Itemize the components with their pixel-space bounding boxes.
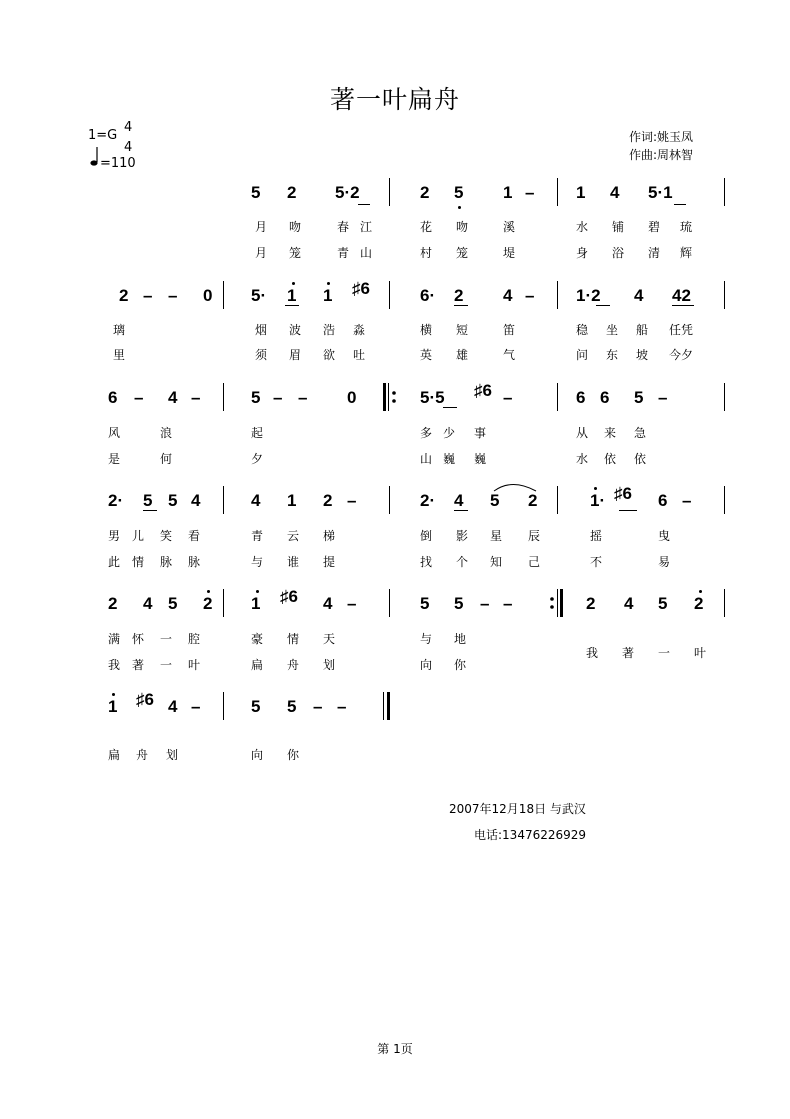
lyric: 依 [634,452,647,466]
lyric: 水 [576,452,589,466]
note: 2· [420,491,436,510]
note: 2 [119,286,129,305]
note: 5·5 [420,388,445,407]
note-dash: – [134,388,144,407]
lyric: 月 [255,246,268,260]
lyric: 来 [604,426,617,440]
note: 5·2 [335,183,360,202]
note: 6· [420,286,436,305]
lyric: 脉 [188,555,201,569]
note: 1 [503,183,513,202]
note: 4 [143,594,153,613]
note-sharp: ♯6 [136,690,154,709]
note: 5 [634,388,644,407]
lyric: 划 [166,748,179,762]
lyric: 稳 [576,323,589,337]
lyric: 江 [360,220,373,234]
lyric: 是 [108,452,121,466]
lyric: 波 [289,323,302,337]
lyric: 英 [420,348,433,362]
lyric: 男 [108,529,121,543]
lyric: 倒 [420,529,433,543]
lyric: 村 [420,246,433,260]
lyric: 我 [586,646,599,660]
lyric: 横 [420,323,433,337]
octave-dot-high [207,590,210,593]
lyric: 依 [604,452,617,466]
barline [223,589,224,617]
lyric: 一 [658,646,671,660]
note: 4 [251,491,261,510]
note-dash: – [337,697,347,716]
lyric: 提 [323,555,336,569]
lyric: 与 [251,555,264,569]
lyric: 个 [456,555,469,569]
lyric: 与 [420,632,433,646]
lyric: 坡 [636,348,649,362]
lyric: 吻 [456,220,469,234]
lyric: 叶 [694,646,707,660]
note-dash: – [313,697,323,716]
lyric: 风 [108,426,121,440]
note: 1 [323,286,333,305]
octave-dot-high [699,590,702,593]
lyric: 看 [188,529,201,543]
note: 5 [454,183,464,202]
note-dash: – [503,388,513,407]
note: 4 [634,286,644,305]
lyric: 划 [323,658,336,672]
lyric: 笑 [160,529,173,543]
lyric: 水 [576,220,589,234]
composer-credit: 作曲:周林智 [629,148,694,162]
lyric: 琉 [680,220,693,234]
lyric: 任凭 [669,323,694,337]
note: 4 [323,594,333,613]
note: 2 [108,594,118,613]
note: 1 [108,697,118,716]
lyric: 你 [287,748,300,762]
lyric: 气 [503,348,516,362]
lyric: 豪 [251,632,264,646]
lyric: 坐 [606,323,619,337]
note: 5 [490,491,500,510]
lyric: 脉 [160,555,173,569]
note: 0 [347,388,357,407]
note: 5·1 [648,183,673,202]
note-dash: – [347,491,357,510]
note: 4 [624,594,634,613]
lyricist-credit: 作词:姚玉凤 [629,130,694,144]
tempo-marking: =110 [100,156,136,171]
lyric: 我 [108,658,121,672]
octave-dot-high [256,590,259,593]
lyric: 儿 [132,529,145,543]
lyric: 溪 [503,220,516,234]
lyric: 今夕 [669,348,694,362]
lyric: 梯 [323,529,336,543]
note: 2 [420,183,430,202]
note: 2 [454,286,464,305]
page-title: 著一叶扁舟 [329,85,460,114]
note: 2 [203,594,213,613]
note-dash: – [525,183,535,202]
lyric: 易 [658,555,671,569]
note: 2 [586,594,596,613]
lyric: 扁 [251,658,264,672]
lyric: 此 [108,555,121,569]
lyric: 里 [113,348,126,362]
lyric: 舟 [136,748,149,762]
note: 2 [287,183,297,202]
lyric: 天 [323,632,336,646]
lyric: 笼 [456,246,469,260]
lyric: 吻 [289,220,302,234]
note: 5 [168,491,178,510]
note: 2 [323,491,333,510]
lyric: 腔 [188,632,201,646]
repeat-end-sign [548,589,564,617]
barline [724,589,725,617]
lyric: 星 [490,529,503,543]
lyric: 多 [420,426,433,440]
lyric: 浪 [160,426,173,440]
note: 6 [600,388,610,407]
lyric: 扁 [108,748,121,762]
note-sharp: ♯6 [474,381,492,400]
lyric: 你 [454,658,467,672]
note: 6 [658,491,668,510]
lyric: 情 [132,555,145,569]
note: 5 [251,388,261,407]
lyric: 铺 [612,220,625,234]
lyric: 影 [456,529,469,543]
note: 5 [251,183,261,202]
lyric: 夕 [251,452,264,466]
lyric: 清 [648,246,661,260]
lyric: 向 [251,748,264,762]
note: 5 [420,594,430,613]
note-dash: – [273,388,283,407]
note: 5 [287,697,297,716]
lyric: 眉 [289,348,302,362]
note: 2 [694,594,704,613]
phone-note: 电话:13476226929 [474,828,587,842]
lyric: 叶 [188,658,201,672]
lyric: 花 [420,220,433,234]
note: 1·2 [576,286,601,305]
note-dash: – [347,594,357,613]
lyric: 摇 [590,529,603,543]
lyric: 堤 [503,246,516,260]
barline [389,589,390,617]
lyric: 雄 [456,348,469,362]
note: 5 [658,594,668,613]
lyric: 山 [420,452,433,466]
lyric: 地 [454,632,467,646]
lyric: 身 [576,246,589,260]
note-sharp: ♯6 [614,484,632,503]
note-dash: – [143,286,153,305]
lyric: 一 [160,658,173,672]
lyric: 从 [576,426,589,440]
lyric: 浴 [612,246,625,260]
note: 1· [590,491,606,510]
lyric: 满 [108,632,121,646]
note-dash: – [298,388,308,407]
page-number: 第 1页 [377,1042,413,1056]
note: 4 [454,491,464,510]
lyric: 春 [337,220,350,234]
lyric: 找 [420,555,433,569]
note: 5 [454,594,464,613]
lyric: 曳 [658,529,671,543]
lyric: 著 [132,658,145,672]
note: 1 [287,286,297,305]
lyric: 东 [606,348,619,362]
lyric: 欲 [323,348,336,362]
key-signature: 1=G [88,128,118,143]
lyric: 不 [590,555,603,569]
lyric: 山 [360,246,373,260]
final-barline-thick [387,692,390,720]
lyric: 船 [636,323,649,337]
lyric: 青 [251,529,264,543]
final-barline-thin [383,692,384,720]
note-dash: – [682,491,692,510]
date-note: 2007年12月18日 与武汉 [449,802,586,816]
lyric: 一 [160,632,173,646]
lyric: 事 [474,426,487,440]
note: 1 [287,491,297,510]
time-signature-top: 4 [124,120,133,135]
lyric: 何 [160,452,173,466]
note-dash: – [191,388,201,407]
lyric: 起 [251,426,264,440]
lyric: 著 [622,646,635,660]
lyric: 淼 [353,323,366,337]
note: 0 [203,286,213,305]
note: 6 [108,388,118,407]
note: 6 [576,388,586,407]
note: 5 [251,697,261,716]
note-dash: – [480,594,490,613]
lyric: 辉 [680,246,693,260]
note: 4 [191,491,201,510]
lyric: 少 [443,426,456,440]
note-dash: – [503,594,513,613]
lyric: 知 [490,555,503,569]
note: 4 [168,388,178,407]
note: 4 [503,286,513,305]
note: 5· [251,286,267,305]
note-sharp: ♯6 [280,587,298,606]
note: 1 [576,183,586,202]
octave-dot-high [112,693,115,696]
note: 42 [672,286,691,305]
lyric: 情 [287,632,300,646]
note: 5 [168,594,178,613]
note: 4 [168,697,178,716]
note: 2· [108,491,124,510]
lyric: 云 [287,529,300,543]
lyric: 谁 [287,555,300,569]
lyric: 向 [420,658,433,672]
barline [223,692,224,720]
time-signature-bottom: 4 [124,140,133,155]
lyric: 碧 [648,220,661,234]
note-dash: – [658,388,668,407]
lyric: 浩 [323,323,336,337]
lyric: 怀 [132,632,145,646]
lyric: 须 [255,348,268,362]
lyric: 巍 [443,452,456,466]
lyric: 短 [456,323,469,337]
lyric: 青 [337,246,350,260]
note-dash: – [525,286,535,305]
lyric: 己 [528,555,541,569]
lyric: 问 [576,348,589,362]
lyric: 烟 [255,323,268,337]
note-dash: – [191,697,201,716]
lyric: 笛 [503,323,516,337]
note-sharp: ♯6 [352,279,370,298]
lyric: 吐 [353,348,366,362]
lyric: 璃 [113,323,126,337]
lyric: 急 [634,426,647,440]
note: 5 [143,491,153,510]
note: 2 [528,491,538,510]
note: 4 [610,183,620,202]
note: 1 [251,594,261,613]
lyric: 月 [255,220,268,234]
lyric: 辰 [528,529,541,543]
note-dash: – [168,286,178,305]
lyric: 巍 [474,452,487,466]
lyric: 舟 [287,658,300,672]
lyric: 笼 [289,246,302,260]
